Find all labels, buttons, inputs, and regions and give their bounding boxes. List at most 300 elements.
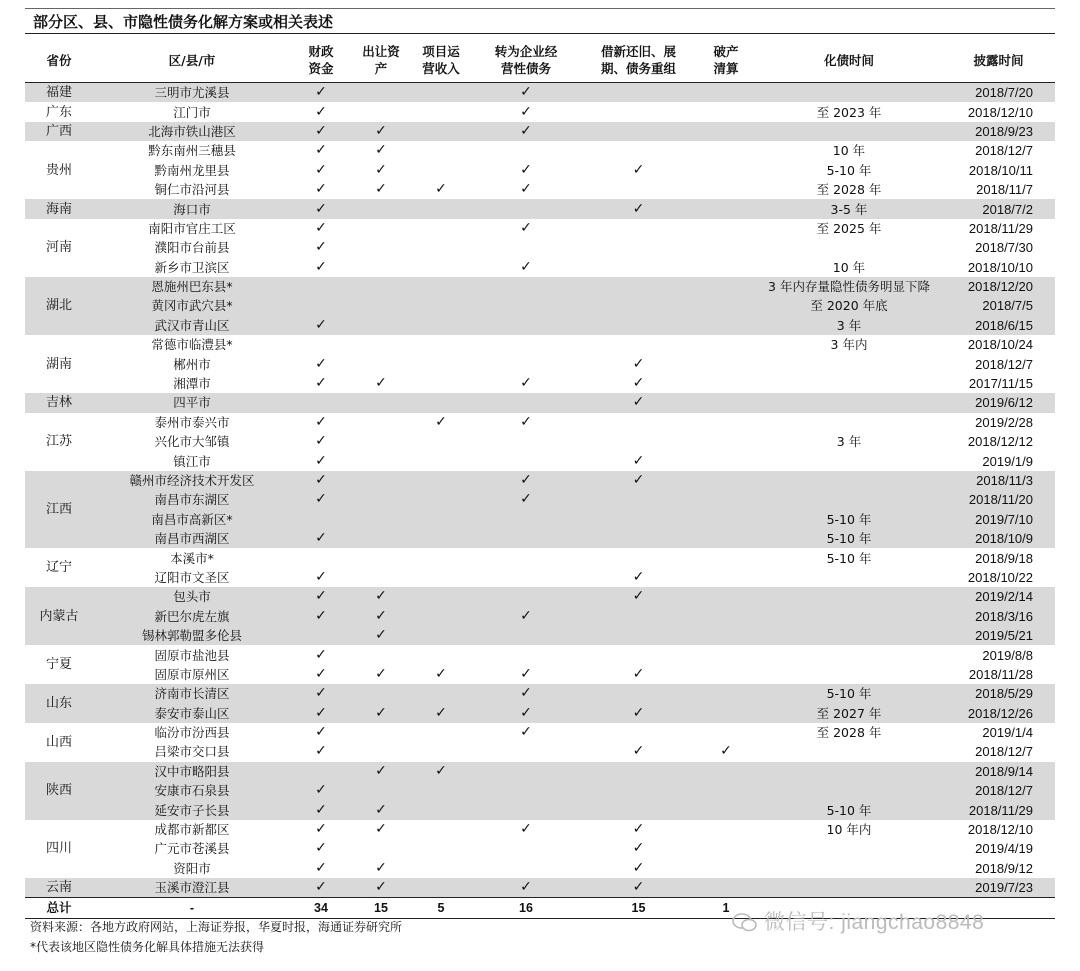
disclosure-date-cell: 2018/12/12 xyxy=(967,434,1033,450)
resolution-time-cell xyxy=(756,568,942,587)
check-icon: ✓ xyxy=(315,413,327,430)
empty-cell xyxy=(351,219,411,238)
table-row xyxy=(25,354,1055,373)
table-row xyxy=(25,529,1055,548)
table-row xyxy=(25,102,1055,121)
empty-cell xyxy=(411,451,471,470)
resolution-time-cell xyxy=(756,665,942,684)
table-row xyxy=(25,122,1055,141)
check-icon: ✓ xyxy=(632,859,645,876)
empty-cell xyxy=(581,258,696,277)
table-row xyxy=(25,665,1055,684)
check-icon: ✓ xyxy=(520,413,532,430)
empty-cell xyxy=(471,432,581,451)
region-cell: 新巴尔虎左旗 xyxy=(93,607,291,626)
empty-cell xyxy=(696,490,756,509)
disclosure-date-cell: 2018/7/30 xyxy=(975,240,1033,256)
province-cell: 湖北 xyxy=(25,277,93,335)
region-cell: 武汉市青山区 xyxy=(93,316,291,335)
empty-cell xyxy=(351,723,411,742)
province-cell: 山东 xyxy=(25,684,93,723)
disclosure-date-cell: 2019/1/4 xyxy=(982,725,1033,741)
check-icon: ✓ xyxy=(520,103,532,120)
empty-cell xyxy=(581,781,696,800)
empty-cell xyxy=(696,548,756,567)
disclosure-date-cell: 2019/5/21 xyxy=(942,626,1055,645)
disclosure-date-cell: 2018/9/23 xyxy=(942,122,1055,141)
check-icon: ✓ xyxy=(291,607,351,626)
disclosure-date-cell: 2018/11/20 xyxy=(942,490,1055,509)
empty-cell xyxy=(351,568,411,587)
disclosure-date-cell: 2018/12/7 xyxy=(975,356,1033,372)
table-row xyxy=(25,258,1055,277)
empty-cell xyxy=(696,781,756,800)
table-row xyxy=(25,723,1055,742)
check-icon: ✓ xyxy=(581,704,696,723)
check-icon: ✓ xyxy=(471,704,581,723)
empty-cell xyxy=(696,820,756,839)
asterisk-note: *代表该地区隐性债务化解具体措施无法获得 xyxy=(30,940,265,954)
empty-cell xyxy=(411,684,471,703)
resolution-time-cell xyxy=(756,471,942,490)
table-row xyxy=(25,800,1055,819)
total-value: 16 xyxy=(471,898,581,918)
empty-cell xyxy=(696,83,756,103)
empty-cell xyxy=(291,393,351,412)
region-cell: 湘潭市 xyxy=(173,376,211,392)
province-cell: 广西 xyxy=(25,122,93,141)
resolution-time-cell: 3 年内 xyxy=(830,337,868,353)
resolution-time-cell: 5-10 年 xyxy=(826,550,872,566)
disclosure-date-cell: 2018/11/7 xyxy=(976,182,1033,198)
disclosure-date-cell: 2018/11/29 xyxy=(942,800,1055,819)
table-row xyxy=(25,471,1055,490)
check-icon: ✓ xyxy=(291,781,351,800)
check-icon: ✓ xyxy=(315,239,327,256)
check-icon: ✓ xyxy=(520,375,532,392)
empty-cell xyxy=(581,180,696,199)
empty-cell xyxy=(471,393,581,412)
check-icon: ✓ xyxy=(351,587,411,606)
check-icon: ✓ xyxy=(291,122,351,141)
table-row xyxy=(25,704,1055,723)
table-row xyxy=(25,510,1055,529)
check-icon: ✓ xyxy=(520,821,532,838)
resolution-time-cell: 3-5 年 xyxy=(756,199,942,218)
empty-cell xyxy=(471,510,581,529)
table-row xyxy=(25,859,1055,878)
disclosure-date-cell: 2019/8/8 xyxy=(982,647,1033,663)
check-icon: ✓ xyxy=(520,724,532,741)
empty-cell xyxy=(696,199,756,218)
table-row xyxy=(25,219,1055,238)
resolution-time-cell xyxy=(756,413,942,432)
table-row xyxy=(25,839,1055,858)
province-cell: 福建 xyxy=(25,83,93,103)
region-cell: 北海市铁山港区 xyxy=(93,122,291,141)
empty-cell xyxy=(411,393,471,412)
table-row xyxy=(25,141,1055,160)
province-cell: 江西 xyxy=(25,471,93,549)
check-icon: ✓ xyxy=(520,161,532,178)
resolution-time-cell xyxy=(756,839,942,858)
disclosure-date-cell: 2019/7/10 xyxy=(942,510,1055,529)
province-cell: 湖南 xyxy=(45,356,72,372)
check-icon: ✓ xyxy=(315,375,327,392)
empty-cell xyxy=(581,645,696,664)
resolution-time-cell xyxy=(756,122,942,141)
empty-cell xyxy=(471,587,581,606)
disclosure-date-cell: 2018/12/7 xyxy=(975,744,1033,760)
disclosure-date-cell: 2018/7/5 xyxy=(942,296,1055,315)
empty-cell xyxy=(696,413,756,432)
disclosure-date-cell: 2018/7/2 xyxy=(942,199,1055,218)
region-cell: 包头市 xyxy=(93,587,291,606)
empty-cell xyxy=(696,723,756,742)
empty-cell xyxy=(471,141,581,160)
empty-cell xyxy=(696,161,756,180)
empty-cell xyxy=(291,277,351,296)
resolution-time-cell xyxy=(756,238,942,257)
empty-cell xyxy=(411,510,471,529)
region-cell: 固原市盐池县 xyxy=(154,647,230,663)
empty-cell xyxy=(696,335,756,354)
empty-cell xyxy=(696,839,756,858)
check-icon: ✓ xyxy=(291,529,351,548)
region-cell: 固原市原州区 xyxy=(154,666,230,682)
empty-cell xyxy=(411,432,471,451)
table-row xyxy=(25,335,1055,354)
resolution-time-cell xyxy=(756,374,942,393)
table-row xyxy=(25,587,1055,606)
total-value: 15 xyxy=(351,898,411,918)
province-cell: 贵州 xyxy=(45,162,72,178)
resolution-time-cell xyxy=(756,451,942,470)
watermark-text: 微信号: jiangchao8848 xyxy=(764,911,985,934)
province-cell: 河南 xyxy=(45,240,72,256)
empty-cell xyxy=(471,800,581,819)
empty-cell xyxy=(696,587,756,606)
table-row xyxy=(25,742,1055,761)
disclosure-date-cell: 2018/10/24 xyxy=(967,337,1033,353)
resolution-time-cell xyxy=(756,781,942,800)
disclosure-date-cell: 2019/7/23 xyxy=(942,878,1055,898)
check-icon: ✓ xyxy=(291,490,351,509)
empty-cell xyxy=(581,626,696,645)
disclosure-date-cell: 2017/11/15 xyxy=(968,376,1033,392)
table-row xyxy=(25,607,1055,626)
check-icon: ✓ xyxy=(351,704,411,723)
resolution-time-cell: 至 2025 年 xyxy=(816,220,882,236)
check-icon: ✓ xyxy=(581,393,696,412)
empty-cell xyxy=(696,510,756,529)
empty-cell xyxy=(411,316,471,335)
empty-cell xyxy=(581,413,696,432)
table-row xyxy=(25,762,1055,781)
empty-cell xyxy=(471,238,581,257)
check-icon: ✓ xyxy=(375,859,387,876)
province-cell: 陕西 xyxy=(25,762,93,820)
check-icon: ✓ xyxy=(581,471,696,490)
check-icon: ✓ xyxy=(471,607,581,626)
empty-cell xyxy=(696,374,756,393)
empty-cell xyxy=(471,451,581,470)
check-icon: ✓ xyxy=(632,568,645,585)
resolution-time-cell xyxy=(756,83,942,103)
province-cell: 广东 xyxy=(45,104,72,120)
empty-cell xyxy=(696,238,756,257)
empty-cell xyxy=(471,626,581,645)
column-header-8: 化债时间 xyxy=(756,38,942,83)
disclosure-date-cell: 2018/12/7 xyxy=(975,143,1033,159)
empty-cell xyxy=(581,684,696,703)
check-icon: ✓ xyxy=(291,83,351,103)
empty-cell xyxy=(696,704,756,723)
empty-cell xyxy=(351,413,411,432)
disclosure-date-cell: 2018/7/20 xyxy=(942,83,1055,103)
resolution-time-cell: 3 年 xyxy=(756,316,942,335)
empty-cell xyxy=(351,316,411,335)
check-icon: ✓ xyxy=(632,375,645,392)
check-icon: ✓ xyxy=(471,684,581,703)
check-icon: ✓ xyxy=(435,413,447,430)
empty-cell xyxy=(411,800,471,819)
resolution-time-cell xyxy=(756,742,942,761)
empty-cell xyxy=(411,859,471,878)
empty-cell xyxy=(696,800,756,819)
table-row xyxy=(25,548,1055,567)
empty-cell xyxy=(696,432,756,451)
check-icon: ✓ xyxy=(351,800,411,819)
check-icon: ✓ xyxy=(471,471,581,490)
empty-cell xyxy=(696,762,756,781)
empty-cell xyxy=(411,354,471,373)
empty-cell xyxy=(696,122,756,141)
empty-cell xyxy=(581,141,696,160)
empty-cell xyxy=(411,238,471,257)
check-icon: ✓ xyxy=(315,433,327,450)
table-row xyxy=(25,820,1055,839)
check-icon: ✓ xyxy=(632,743,645,760)
region-cell: 郴州市 xyxy=(173,356,211,372)
table-row xyxy=(25,83,1055,103)
table-row xyxy=(25,878,1055,898)
check-icon: ✓ xyxy=(315,665,327,682)
region-cell: 安康市石泉县 xyxy=(93,781,291,800)
empty-cell xyxy=(471,296,581,315)
table-row xyxy=(25,781,1055,800)
resolution-time-cell: 10 年 xyxy=(832,143,866,159)
debt-resolution-table xyxy=(25,38,1055,919)
empty-cell xyxy=(471,839,581,858)
empty-cell xyxy=(411,374,471,393)
total-region: - xyxy=(93,898,291,918)
check-icon: ✓ xyxy=(520,181,532,198)
empty-cell xyxy=(411,490,471,509)
disclosure-date-cell: 2018/10/10 xyxy=(967,259,1033,275)
check-icon: ✓ xyxy=(471,83,581,103)
check-icon: ✓ xyxy=(315,743,327,760)
resolution-time-cell xyxy=(756,354,942,373)
resolution-time-cell: 5-10 年 xyxy=(756,510,942,529)
empty-cell xyxy=(696,180,756,199)
empty-cell xyxy=(696,316,756,335)
check-icon: ✓ xyxy=(632,355,645,372)
region-cell: 汉中市略阳县 xyxy=(93,762,291,781)
empty-cell xyxy=(696,102,756,121)
empty-cell xyxy=(291,296,351,315)
region-cell: 黔南州龙里县 xyxy=(154,162,230,178)
empty-cell xyxy=(411,820,471,839)
table-row xyxy=(25,296,1055,315)
province-cell: 宁夏 xyxy=(45,657,72,673)
region-cell: 本溪市* xyxy=(170,550,214,566)
empty-cell xyxy=(411,607,471,626)
empty-cell xyxy=(581,490,696,509)
check-icon: ✓ xyxy=(411,704,471,723)
disclosure-date-cell: 2018/10/9 xyxy=(942,529,1055,548)
table-row xyxy=(25,684,1055,703)
check-icon: ✓ xyxy=(315,181,327,198)
resolution-time-cell xyxy=(756,490,942,509)
total-value: 34 xyxy=(291,898,351,918)
check-icon: ✓ xyxy=(520,258,532,275)
disclosure-date-cell: 2019/1/9 xyxy=(982,453,1033,469)
table-row xyxy=(25,238,1055,257)
empty-cell xyxy=(581,800,696,819)
check-icon: ✓ xyxy=(581,878,696,898)
resolution-time-cell xyxy=(756,645,942,664)
check-icon: ✓ xyxy=(375,161,387,178)
column-header-3: 出让资 产 xyxy=(351,38,411,83)
check-icon: ✓ xyxy=(291,684,351,703)
region-cell: 玉溪市澄江县 xyxy=(93,878,291,898)
region-cell: 赣州市经济技术开发区 xyxy=(93,471,291,490)
check-icon: ✓ xyxy=(291,800,351,819)
empty-cell xyxy=(581,83,696,103)
total-value: 15 xyxy=(581,898,696,918)
empty-cell xyxy=(471,199,581,218)
disclosure-date-cell: 2018/11/3 xyxy=(942,471,1055,490)
empty-cell xyxy=(291,335,351,354)
check-icon: ✓ xyxy=(315,161,327,178)
check-icon: ✓ xyxy=(375,142,387,159)
province-cell: 内蒙古 xyxy=(25,587,93,645)
check-icon: ✓ xyxy=(632,821,645,838)
empty-cell xyxy=(581,607,696,626)
check-icon: ✓ xyxy=(351,122,411,141)
check-icon: ✓ xyxy=(351,762,411,781)
empty-cell xyxy=(471,354,581,373)
empty-cell xyxy=(411,723,471,742)
check-icon: ✓ xyxy=(520,219,532,236)
empty-cell xyxy=(351,354,411,373)
region-cell: 济南市长清区 xyxy=(93,684,291,703)
disclosure-date-cell: 2018/10/22 xyxy=(967,569,1033,585)
empty-cell xyxy=(411,587,471,606)
empty-cell xyxy=(696,607,756,626)
check-icon: ✓ xyxy=(291,199,351,218)
empty-cell xyxy=(411,529,471,548)
empty-cell xyxy=(471,645,581,664)
disclosure-date-cell: 2018/3/16 xyxy=(942,607,1055,626)
empty-cell xyxy=(351,102,411,121)
resolution-time-cell: 至 2027 年 xyxy=(756,704,942,723)
table-row xyxy=(25,316,1055,335)
region-cell: 成都市新都区 xyxy=(154,822,230,838)
region-cell: 泰安市泰山区 xyxy=(93,704,291,723)
empty-cell xyxy=(581,723,696,742)
check-icon: ✓ xyxy=(435,181,447,198)
disclosure-date-cell: 2018/12/7 xyxy=(942,781,1055,800)
empty-cell xyxy=(411,568,471,587)
resolution-time-cell: 5-10 年 xyxy=(756,684,942,703)
empty-cell xyxy=(696,859,756,878)
empty-cell xyxy=(471,335,581,354)
empty-cell xyxy=(696,878,756,898)
table-row xyxy=(25,568,1055,587)
check-icon: ✓ xyxy=(315,568,327,585)
column-header-2: 财政 资金 xyxy=(291,38,351,83)
empty-cell xyxy=(696,451,756,470)
region-cell: 兴化市大邹镇 xyxy=(154,434,230,450)
empty-cell xyxy=(696,684,756,703)
check-icon: ✓ xyxy=(351,607,411,626)
table-row xyxy=(25,451,1055,470)
empty-cell xyxy=(581,548,696,567)
empty-cell xyxy=(411,277,471,296)
check-icon: ✓ xyxy=(471,878,581,898)
empty-cell xyxy=(351,742,411,761)
empty-cell xyxy=(351,548,411,567)
disclosure-date-cell: 2019/2/28 xyxy=(975,414,1033,430)
empty-cell xyxy=(696,296,756,315)
empty-cell xyxy=(411,626,471,645)
region-cell: 南阳市官庄工区 xyxy=(148,220,236,236)
check-icon: ✓ xyxy=(581,587,696,606)
empty-cell xyxy=(351,432,411,451)
empty-cell xyxy=(696,258,756,277)
empty-cell xyxy=(581,529,696,548)
region-cell: 南昌市西湖区 xyxy=(93,529,291,548)
empty-cell xyxy=(471,568,581,587)
resolution-time-cell xyxy=(756,859,942,878)
empty-cell xyxy=(291,510,351,529)
table-row xyxy=(25,374,1055,393)
province-cell: 海南 xyxy=(25,199,93,218)
resolution-time-cell: 至 2023 年 xyxy=(816,104,882,120)
check-icon: ✓ xyxy=(435,665,447,682)
empty-cell xyxy=(696,393,756,412)
empty-cell xyxy=(581,510,696,529)
empty-cell xyxy=(696,529,756,548)
empty-cell xyxy=(471,859,581,878)
resolution-time-cell: 3 年 xyxy=(836,434,862,450)
empty-cell xyxy=(351,296,411,315)
table-row xyxy=(25,413,1055,432)
empty-cell xyxy=(471,548,581,567)
empty-cell xyxy=(471,742,581,761)
empty-cell xyxy=(351,510,411,529)
disclosure-date-cell: 2018/11/28 xyxy=(968,666,1033,682)
check-icon: ✓ xyxy=(315,219,327,236)
empty-cell xyxy=(411,548,471,567)
check-icon: ✓ xyxy=(581,199,696,218)
empty-cell xyxy=(351,471,411,490)
empty-cell xyxy=(581,122,696,141)
empty-cell xyxy=(351,277,411,296)
disclosure-date-cell: 2018/10/11 xyxy=(968,162,1033,178)
